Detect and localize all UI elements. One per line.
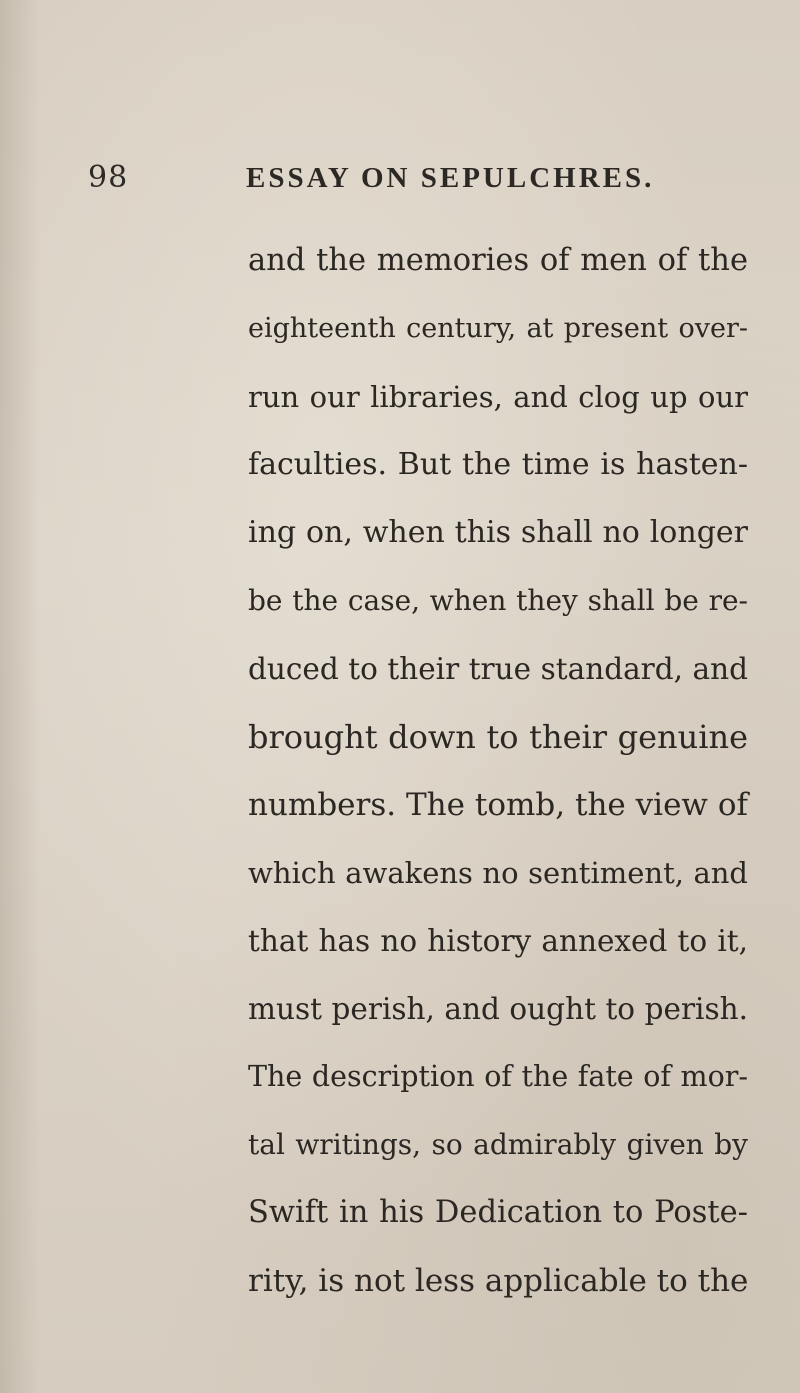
text-line: faculties. But the time is hasten-	[248, 447, 748, 482]
text-line: numbers. The tomb, the view of	[248, 787, 748, 823]
text-line: The description of the fate of mor-	[248, 1060, 748, 1093]
text-line: Swift in his Dedication to Poste-	[248, 1195, 748, 1230]
text-line: rity, is not less applicable to the	[248, 1263, 749, 1299]
text-line: that has no history annexed to it,	[248, 924, 748, 958]
page-header	[0, 160, 800, 210]
text-line: must perish, and ought to perish.	[248, 992, 748, 1026]
text-line: eighteenth century, at present over-	[248, 313, 748, 344]
text-line: and the memories of men of the	[248, 243, 748, 278]
text-line: be the case, when they shall be re-	[248, 584, 748, 617]
text-line: duced to their true standard, and	[248, 652, 748, 686]
text-line: which awakens no sentiment, and	[248, 856, 748, 890]
page-number: 98	[88, 160, 129, 195]
text-line: run our libraries, and clog up our	[248, 380, 748, 414]
text-line: brought down to their genuine	[248, 718, 748, 756]
body-text	[248, 232, 748, 1320]
text-line: tal writings, so admirably given by	[248, 1128, 748, 1161]
text-line: ing on, when this shall no longer	[248, 515, 748, 550]
running-head: ESSAY ON SEPULCHRES.	[246, 162, 655, 194]
